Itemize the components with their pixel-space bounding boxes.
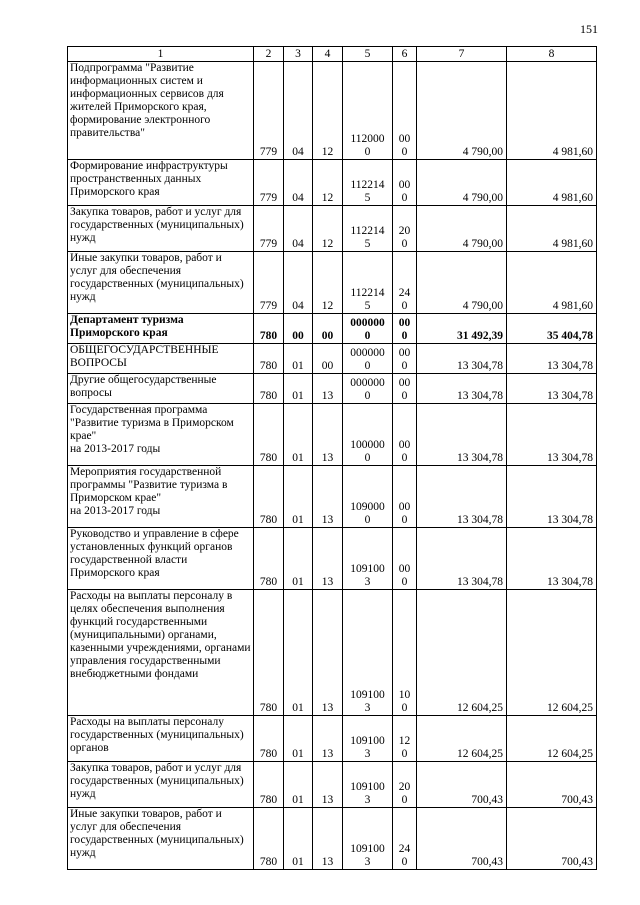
amount-year1-cell xyxy=(417,762,507,808)
table-row xyxy=(68,374,597,404)
table-row xyxy=(68,404,597,466)
amount-year1-cell xyxy=(417,314,507,344)
amount-year1-cell-text: 4 790,00 xyxy=(462,238,503,250)
admin-code-cell-text: 779 xyxy=(259,300,278,312)
amount-year2-cell-text: 35 404,78 xyxy=(547,330,593,342)
amount-year1-cell-text: 4 790,00 xyxy=(462,300,503,312)
section-code-cell-text: 04 xyxy=(292,238,304,250)
column-header: 3 xyxy=(284,47,313,62)
amount-year2-cell-text: 700,43 xyxy=(561,856,593,868)
admin-code-cell-text: 780 xyxy=(259,794,278,806)
section-code-cell-text: 01 xyxy=(292,514,304,526)
amount-year1-cell xyxy=(417,160,507,206)
target-article-cell-text: 109100 3 xyxy=(350,781,385,806)
admin-code-cell xyxy=(254,344,284,374)
amount-year1-cell-text: 700,43 xyxy=(471,794,503,806)
section-code-cell-text: 04 xyxy=(292,300,304,312)
subsection-code-cell-text: 13 xyxy=(321,748,334,760)
amount-year2-cell-text: 4 981,60 xyxy=(552,238,593,250)
expense-type-cell-text: 00 0 xyxy=(398,377,411,402)
target-article-cell xyxy=(343,466,393,528)
amount-year2-cell-text: 12 604,25 xyxy=(547,748,593,760)
row-name-cell xyxy=(68,252,254,314)
section-code-cell xyxy=(284,762,313,808)
amount-year2-cell-text: 700,43 xyxy=(561,794,593,806)
admin-code-cell xyxy=(254,466,284,528)
row-name-cell-text: Расходы на выплаты персоналу государственных (муниципальных) органов xyxy=(70,716,244,754)
amount-year2-cell xyxy=(507,344,597,374)
subsection-code-cell xyxy=(313,314,343,344)
amount-year1-cell xyxy=(417,466,507,528)
target-article-cell xyxy=(343,160,393,206)
section-code-cell xyxy=(284,62,313,160)
row-name-cell xyxy=(68,62,254,160)
column-header: 2 xyxy=(254,47,284,62)
row-name-cell xyxy=(68,466,254,528)
target-article-cell xyxy=(343,374,393,404)
expense-type-cell xyxy=(393,808,417,870)
admin-code-cell xyxy=(254,314,284,344)
admin-code-cell-text: 780 xyxy=(259,390,278,402)
target-article-cell-text: 109100 3 xyxy=(350,563,385,588)
expense-type-cell xyxy=(393,206,417,252)
section-code-cell xyxy=(284,206,313,252)
subsection-code-cell xyxy=(313,160,343,206)
column-header: 8 xyxy=(507,47,597,62)
target-article-cell-text: 100000 0 xyxy=(350,439,385,464)
table-row xyxy=(68,528,597,590)
amount-year2-cell xyxy=(507,374,597,404)
amount-year1-cell xyxy=(417,62,507,160)
page-number: 151 xyxy=(580,22,598,36)
amount-year2-cell xyxy=(507,528,597,590)
amount-year1-cell-text: 4 790,00 xyxy=(462,192,503,204)
admin-code-cell-text: 780 xyxy=(259,856,278,868)
target-article-cell-text: 109100 3 xyxy=(350,735,385,760)
table-row xyxy=(68,466,597,528)
admin-code-cell xyxy=(254,252,284,314)
section-code-cell-text: 01 xyxy=(292,748,304,760)
section-code-cell-text: 01 xyxy=(292,576,304,588)
expense-type-cell xyxy=(393,374,417,404)
admin-code-cell-text: 779 xyxy=(259,238,278,250)
subsection-code-cell xyxy=(313,252,343,314)
row-name-cell-text: Иные закупки товаров, работ и услуг для обеспечения государственных (муниципальных) нужд xyxy=(70,252,244,303)
amount-year2-cell-text: 13 304,78 xyxy=(547,514,593,526)
table-row xyxy=(68,590,597,716)
row-name-cell-text: Другие общегосударственные вопросы xyxy=(70,374,217,399)
section-code-cell xyxy=(284,314,313,344)
expense-type-cell xyxy=(393,314,417,344)
expense-type-cell-text: 24 0 xyxy=(398,843,411,868)
expense-type-cell xyxy=(393,344,417,374)
amount-year2-cell-text: 13 304,78 xyxy=(547,576,593,588)
subsection-code-cell-text: 12 xyxy=(321,238,334,250)
amount-year1-cell-text: 13 304,78 xyxy=(457,360,503,372)
subsection-code-cell xyxy=(313,716,343,762)
row-name-cell xyxy=(68,716,254,762)
table-row xyxy=(68,160,597,206)
subsection-code-cell xyxy=(313,762,343,808)
admin-code-cell xyxy=(254,808,284,870)
admin-code-cell xyxy=(254,374,284,404)
row-name-cell xyxy=(68,160,254,206)
admin-code-cell-text: 780 xyxy=(259,702,278,714)
expense-type-cell-text: 10 0 xyxy=(398,689,411,714)
row-name-cell-text: Руководство и управление в сфере установленных функций органов государственной власти Приморского края xyxy=(70,528,239,579)
header-row xyxy=(68,47,597,62)
row-name-cell-text: Государственная программа "Развитие туризма в Приморском крае" на 2013-2017 годы xyxy=(70,404,234,455)
row-name-cell-text: Мероприятия государственной программы "Развитие туризма в Приморском крае" на 2013-2017 годы xyxy=(70,466,228,517)
subsection-code-cell-text: 13 xyxy=(321,514,334,526)
subsection-code-cell-text: 13 xyxy=(321,794,334,806)
row-name-cell-text: Формирование инфраструктуры пространственных данных Приморского края xyxy=(70,160,228,198)
admin-code-cell-text: 780 xyxy=(259,330,278,342)
target-article-cell xyxy=(343,314,393,344)
amount-year2-cell-text: 4 981,60 xyxy=(552,300,593,312)
amount-year2-cell xyxy=(507,590,597,716)
expense-type-cell-text: 00 0 xyxy=(398,347,411,372)
amount-year1-cell xyxy=(417,808,507,870)
row-name-cell xyxy=(68,762,254,808)
expense-type-cell-text: 00 0 xyxy=(398,439,411,464)
table-row xyxy=(68,314,597,344)
admin-code-cell xyxy=(254,206,284,252)
subsection-code-cell-text: 00 xyxy=(321,360,334,372)
column-header: 7 xyxy=(417,47,507,62)
subsection-code-cell xyxy=(313,344,343,374)
column-header: 5 xyxy=(343,47,393,62)
table-row xyxy=(68,206,597,252)
section-code-cell-text: 00 xyxy=(292,330,304,342)
expense-type-cell-text: 20 0 xyxy=(398,225,411,250)
target-article-cell-text: 000000 0 xyxy=(350,377,385,402)
column-header: 4 xyxy=(313,47,343,62)
section-code-cell xyxy=(284,590,313,716)
expense-type-cell xyxy=(393,404,417,466)
row-name-cell-text: Расходы на выплаты персоналу в целях обеспечения выполнения функций государственными (муниципальными) органами, казенными учреждениями, органами управления государственными внебюджетными фондами xyxy=(70,590,251,680)
table-row xyxy=(68,762,597,808)
amount-year1-cell xyxy=(417,344,507,374)
target-article-cell xyxy=(343,808,393,870)
amount-year1-cell-text: 13 304,78 xyxy=(457,514,503,526)
admin-code-cell-text: 780 xyxy=(259,360,278,372)
expense-type-cell xyxy=(393,590,417,716)
expense-type-cell-text: 12 0 xyxy=(398,735,411,760)
amount-year2-cell-text: 4 981,60 xyxy=(552,146,593,158)
amount-year1-cell-text: 13 304,78 xyxy=(457,452,503,464)
subsection-code-cell xyxy=(313,528,343,590)
section-code-cell-text: 01 xyxy=(292,856,304,868)
admin-code-cell-text: 780 xyxy=(259,748,278,760)
amount-year1-cell xyxy=(417,590,507,716)
target-article-cell xyxy=(343,528,393,590)
amount-year2-cell xyxy=(507,808,597,870)
section-code-cell-text: 01 xyxy=(292,360,304,372)
amount-year2-cell-text: 13 304,78 xyxy=(547,390,593,402)
amount-year2-cell xyxy=(507,160,597,206)
target-article-cell-text: 000000 0 xyxy=(350,317,385,342)
subsection-code-cell-text: 13 xyxy=(321,702,334,714)
target-article-cell-text: 109100 3 xyxy=(350,843,385,868)
expense-type-cell xyxy=(393,62,417,160)
row-name-cell-text: Иные закупки товаров, работ и услуг для обеспечения государственных (муниципальных) нужд xyxy=(70,808,244,859)
row-name-cell xyxy=(68,528,254,590)
expense-type-cell-text: 20 0 xyxy=(398,781,411,806)
row-name-cell xyxy=(68,344,254,374)
amount-year1-cell-text: 700,43 xyxy=(471,856,503,868)
amount-year2-cell-text: 12 604,25 xyxy=(547,702,593,714)
target-article-cell xyxy=(343,344,393,374)
subsection-code-cell-text: 13 xyxy=(321,390,334,402)
amount-year1-cell-text: 4 790,00 xyxy=(462,146,503,158)
subsection-code-cell xyxy=(313,590,343,716)
expense-type-cell xyxy=(393,528,417,590)
subsection-code-cell xyxy=(313,62,343,160)
amount-year2-cell-text: 13 304,78 xyxy=(547,452,593,464)
admin-code-cell-text: 780 xyxy=(259,514,278,526)
section-code-cell xyxy=(284,808,313,870)
target-article-cell xyxy=(343,716,393,762)
target-article-cell-text: 112214 5 xyxy=(350,287,385,312)
target-article-cell xyxy=(343,762,393,808)
amount-year1-cell-text: 13 304,78 xyxy=(457,390,503,402)
row-name-cell-text: ОБЩЕГОСУДАРСТВЕННЫЕ ВОПРОСЫ xyxy=(70,344,219,369)
amount-year1-cell-text: 12 604,25 xyxy=(457,702,503,714)
subsection-code-cell-text: 13 xyxy=(321,576,334,588)
amount-year2-cell-text: 13 304,78 xyxy=(547,360,593,372)
target-article-cell xyxy=(343,62,393,160)
section-code-cell-text: 01 xyxy=(292,452,304,464)
admin-code-cell xyxy=(254,762,284,808)
section-code-cell xyxy=(284,716,313,762)
amount-year1-cell xyxy=(417,374,507,404)
expense-type-cell xyxy=(393,762,417,808)
target-article-cell-text: 112000 0 xyxy=(350,133,385,158)
table-body xyxy=(68,47,597,870)
expense-type-cell-text: 00 0 xyxy=(398,179,411,204)
budget-table xyxy=(67,46,597,870)
admin-code-cell-text: 780 xyxy=(259,452,278,464)
amount-year2-cell xyxy=(507,62,597,160)
section-code-cell-text: 04 xyxy=(292,192,304,204)
row-name-cell xyxy=(68,206,254,252)
amount-year1-cell xyxy=(417,404,507,466)
subsection-code-cell-text: 00 xyxy=(321,330,334,342)
amount-year1-cell xyxy=(417,716,507,762)
amount-year1-cell-text: 12 604,25 xyxy=(457,748,503,760)
row-name-cell-text: Закупка товаров, работ и услуг для государственных (муниципальных) нужд xyxy=(70,762,244,800)
target-article-cell xyxy=(343,206,393,252)
amount-year1-cell-text: 13 304,78 xyxy=(457,576,503,588)
subsection-code-cell-text: 12 xyxy=(321,300,334,312)
subsection-code-cell xyxy=(313,466,343,528)
amount-year1-cell-text: 31 492,39 xyxy=(457,330,503,342)
target-article-cell xyxy=(343,590,393,716)
section-code-cell-text: 01 xyxy=(292,390,304,402)
admin-code-cell xyxy=(254,528,284,590)
amount-year2-cell xyxy=(507,404,597,466)
subsection-code-cell xyxy=(313,404,343,466)
section-code-cell-text: 01 xyxy=(292,702,304,714)
admin-code-cell-text: 779 xyxy=(259,146,278,158)
expense-type-cell xyxy=(393,716,417,762)
admin-code-cell-text: 779 xyxy=(259,192,278,204)
subsection-code-cell xyxy=(313,374,343,404)
section-code-cell xyxy=(284,374,313,404)
section-code-cell xyxy=(284,528,313,590)
admin-code-cell xyxy=(254,590,284,716)
admin-code-cell-text: 780 xyxy=(259,576,278,588)
amount-year2-cell xyxy=(507,466,597,528)
amount-year2-cell xyxy=(507,206,597,252)
section-code-cell-text: 01 xyxy=(292,794,304,806)
row-name-cell xyxy=(68,590,254,716)
subsection-code-cell xyxy=(313,206,343,252)
section-code-cell xyxy=(284,466,313,528)
row-name-cell xyxy=(68,314,254,344)
amount-year2-cell xyxy=(507,314,597,344)
expense-type-cell-text: 00 0 xyxy=(398,133,411,158)
target-article-cell-text: 112214 5 xyxy=(350,179,385,204)
admin-code-cell xyxy=(254,160,284,206)
column-header: 1 xyxy=(68,47,254,62)
expense-type-cell xyxy=(393,160,417,206)
expense-type-cell xyxy=(393,252,417,314)
section-code-cell xyxy=(284,404,313,466)
table-row xyxy=(68,344,597,374)
table-row xyxy=(68,252,597,314)
row-name-cell xyxy=(68,808,254,870)
section-code-cell xyxy=(284,252,313,314)
amount-year1-cell xyxy=(417,528,507,590)
target-article-cell-text: 000000 0 xyxy=(350,347,385,372)
amount-year1-cell xyxy=(417,206,507,252)
amount-year2-cell-text: 4 981,60 xyxy=(552,192,593,204)
subsection-code-cell-text: 12 xyxy=(321,192,334,204)
target-article-cell xyxy=(343,252,393,314)
target-article-cell xyxy=(343,404,393,466)
table-row xyxy=(68,808,597,870)
admin-code-cell xyxy=(254,62,284,160)
amount-year1-cell xyxy=(417,252,507,314)
row-name-cell xyxy=(68,404,254,466)
row-name-cell-text: Подпрограмма "Развитие информационных систем и информационных сервисов для жителей Приморского края, формирование электронного правительства" xyxy=(70,62,224,139)
expense-type-cell xyxy=(393,466,417,528)
expense-type-cell-text: 00 0 xyxy=(398,563,411,588)
table-row xyxy=(68,62,597,160)
row-name-cell-text: Департамент туризма Приморского края xyxy=(70,314,184,339)
expense-type-cell-text: 00 0 xyxy=(398,501,411,526)
amount-year2-cell xyxy=(507,252,597,314)
expense-type-cell-text: 24 0 xyxy=(398,287,411,312)
target-article-cell-text: 109000 0 xyxy=(350,501,385,526)
table-row xyxy=(68,716,597,762)
section-code-cell-text: 04 xyxy=(292,146,304,158)
target-article-cell-text: 109100 3 xyxy=(350,689,385,714)
subsection-code-cell-text: 13 xyxy=(321,452,334,464)
column-header: 6 xyxy=(393,47,417,62)
admin-code-cell xyxy=(254,716,284,762)
section-code-cell xyxy=(284,344,313,374)
subsection-code-cell-text: 13 xyxy=(321,856,334,868)
subsection-code-cell xyxy=(313,808,343,870)
subsection-code-cell-text: 12 xyxy=(321,146,334,158)
amount-year2-cell xyxy=(507,762,597,808)
target-article-cell-text: 112214 5 xyxy=(350,225,385,250)
row-name-cell xyxy=(68,374,254,404)
amount-year2-cell xyxy=(507,716,597,762)
row-name-cell-text: Закупка товаров, работ и услуг для государственных (муниципальных) нужд xyxy=(70,206,244,244)
section-code-cell xyxy=(284,160,313,206)
admin-code-cell xyxy=(254,404,284,466)
expense-type-cell-text: 00 0 xyxy=(398,317,411,342)
